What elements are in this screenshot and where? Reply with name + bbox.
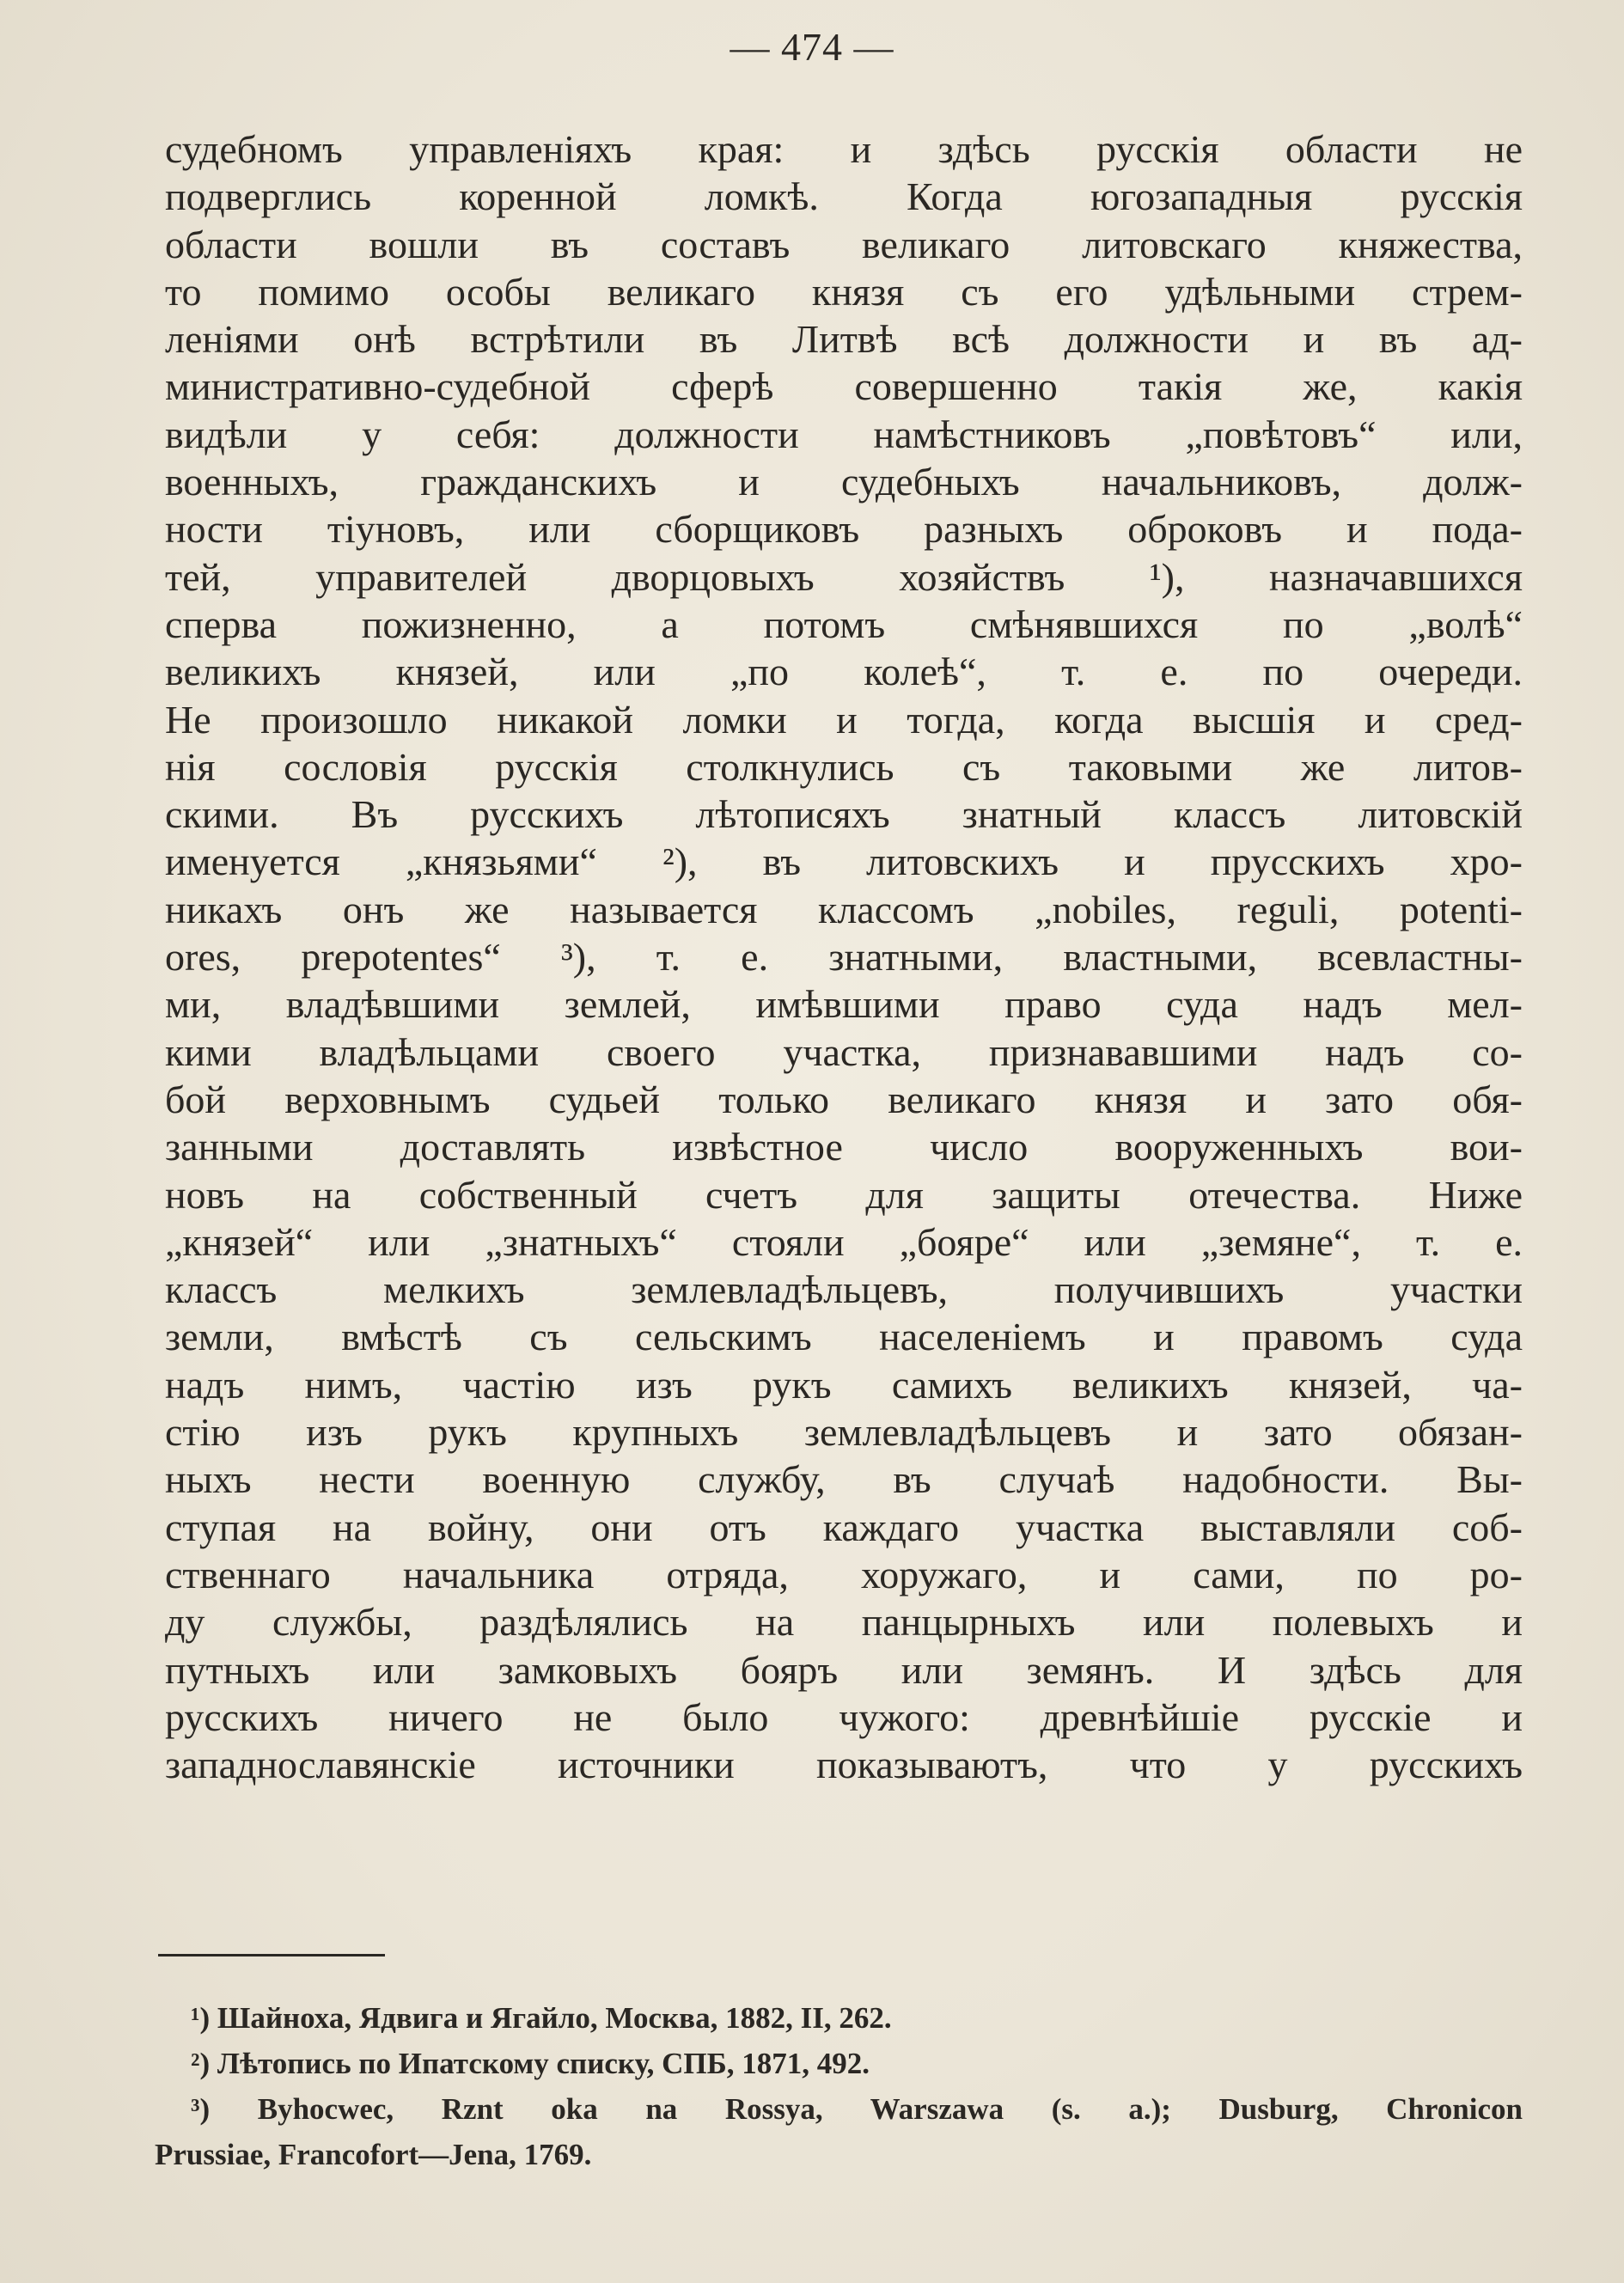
text-line: тей, управителей дворцовыхъ хозяйствъ ¹), назначавшихся: [165, 554, 1523, 599]
text-line: именуется „князьями“ ²), въ литовскихъ и прусскихъ хро-: [165, 839, 1523, 884]
page-number: — 474 —: [730, 25, 894, 69]
text-line: Не произошло никакой ломки и тогда, когда высшія и сред-: [165, 697, 1523, 742]
text-line: занными доставлять извѣстное число вооруженныхъ вои-: [165, 1125, 1523, 1169]
text-line: земли, вмѣстѣ съ сельскимъ населеніемъ и правомъ суда: [165, 1315, 1523, 1359]
text-line: ступая на войну, они отъ каждаго участка выставляли соб-: [165, 1505, 1523, 1549]
text-line: подверглись коренной ломкѣ. Когда югозападныя русскія: [165, 174, 1523, 219]
text-line: стію изъ рукъ крупныхъ землевладѣльцевъ и зато обязан-: [165, 1410, 1523, 1455]
text-line: ственнаго начальника отряда, хоружаго, и сами, по ро-: [165, 1552, 1523, 1596]
text-line: „князей“ или „знатныхъ“ стояли „бояре“ или „земяне“, т. е.: [165, 1219, 1523, 1264]
text-line: кими владѣльцами своего участка, признававшими надъ со-: [165, 1029, 1523, 1074]
footnote-1: ¹) Шайноха, Ядвига и Ягайло, Москва, 1882, II, 262.: [191, 2001, 892, 2035]
text-line: великихъ князей, или „по колеѣ“, т. е. по очереди.: [165, 650, 1523, 694]
text-line: западнославянскіе источники показываютъ, что у русскихъ: [165, 1743, 1523, 1787]
text-line: судебномъ управленіяхъ края: и здѣсь русскія области не: [165, 127, 1523, 171]
text-line: русскихъ ничего не было чужого: древнѣйшіе русскіе и: [165, 1694, 1523, 1739]
text-line: ores, prepotentes“ ³), т. е. знатными, властными, всевластны-: [165, 935, 1523, 980]
text-line: никахъ онъ же называется классомъ „nobiles, reguli, potenti-: [165, 887, 1523, 931]
footnotes: [155, 1995, 1523, 2177]
text-line: ности тіуновъ, или сборщиковъ разныхъ оброковъ и пода-: [165, 507, 1523, 552]
text-line: то помимо особы великаго князя съ его удѣльными стрем-: [165, 269, 1523, 314]
text-line: ми, владѣвшими землей, имѣвшими право суда надъ мел-: [165, 982, 1523, 1027]
text-line: новъ на собственный счетъ для защиты отечества. Ниже: [165, 1172, 1523, 1217]
text-line: видѣли у себя: должности намѣстниковъ „повѣтовъ“ или,: [165, 412, 1523, 456]
text-line: военныхъ, гражданскихъ и судебныхъ начальниковъ, долж-: [165, 460, 1523, 504]
text-line: ду службы, раздѣлялись на панцырныхъ или полевыхъ и: [165, 1600, 1523, 1645]
footnote-divider: [158, 1954, 385, 1956]
text-line: нія сословія русскія столкнулись съ таковыми же литов-: [165, 744, 1523, 789]
footnote-2: ²) Лѣтопись по Ипатскому списку, СПБ, 1871, 492.: [191, 2047, 870, 2080]
main-text: [165, 125, 1523, 1788]
text-line: надъ нимъ, частію изъ рукъ самихъ великихъ князей, ча-: [165, 1362, 1523, 1407]
text-line: бой верховнымъ судьей только великаго князя и зато обя-: [165, 1077, 1523, 1121]
text-line: леніями онѣ встрѣтили въ Литвѣ всѣ должности и въ ад-: [165, 317, 1523, 362]
footnote-3: ³) Byhocwec, Rznt oka na Rossya, Warszawa (s. a.); Dusburg, Chronicon: [191, 2092, 1523, 2126]
text-line: скими. Въ русскихъ лѣтописяхъ знатный классъ литовскій: [165, 792, 1523, 837]
text-line: области вошли въ составъ великаго литовскаго княжества,: [165, 222, 1523, 266]
text-line: ныхъ нести военную службу, въ случаѣ надобности. Вы-: [165, 1457, 1523, 1502]
text-line: сперва пожизненно, а потомъ смѣнявшихся по „волѣ“: [165, 601, 1523, 646]
text-line: путныхъ или замковыхъ бояръ или земянъ. И здѣсь для: [165, 1647, 1523, 1692]
text-line: министративно-судебной сферѣ совершенно такія же, какія: [165, 364, 1523, 409]
footnote-3-continued: Prussiae, Francofort—Jena, 1769.: [155, 2138, 592, 2171]
text-line: классъ мелкихъ землевладѣльцевъ, получившихъ участки: [165, 1267, 1523, 1312]
